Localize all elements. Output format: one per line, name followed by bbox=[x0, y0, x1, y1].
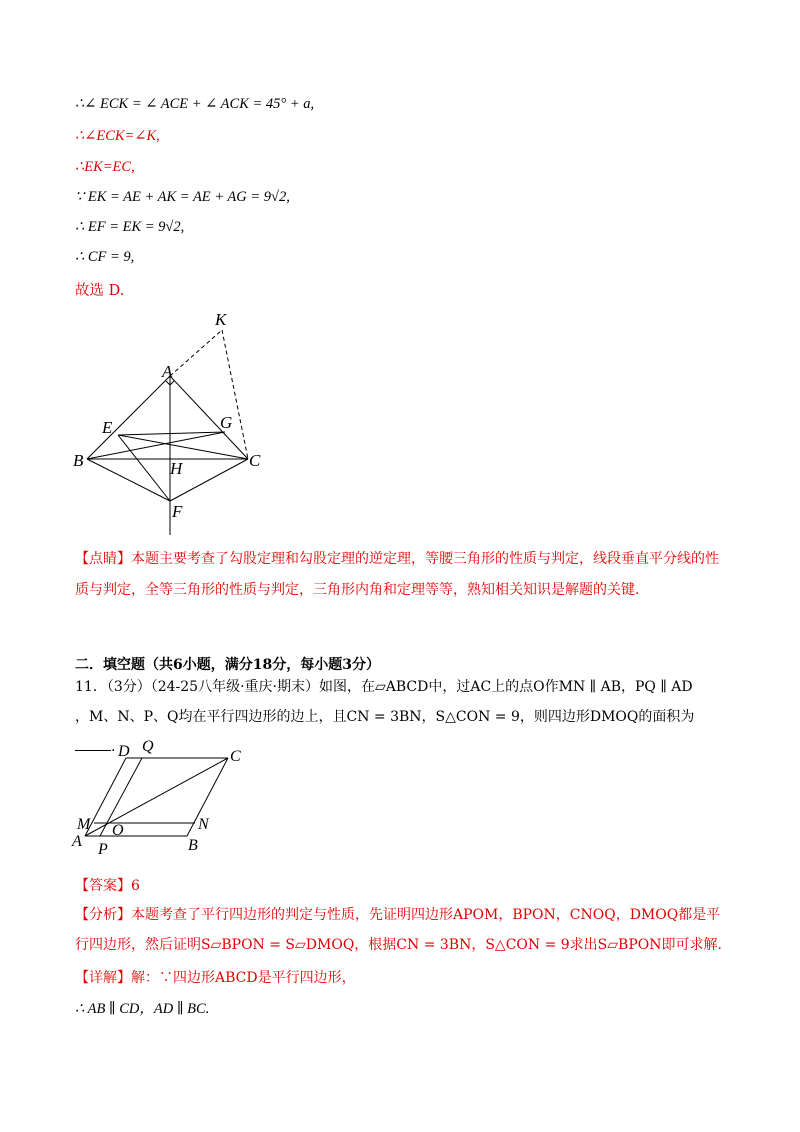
label-H: H bbox=[170, 459, 183, 478]
label-G: G bbox=[220, 413, 233, 432]
proof-line-5: ∴ EF = EK = 9√2, bbox=[75, 219, 185, 235]
label-A2: A bbox=[72, 833, 82, 850]
proof-line-2: ∴∠ECK=∠K, bbox=[75, 128, 160, 144]
label-B2: B bbox=[188, 837, 198, 854]
label-M: M bbox=[77, 816, 91, 833]
proof-line-1: ∴∠ ECK = ∠ ACE + ∠ ACK = 45° + a, bbox=[75, 96, 315, 112]
label-O: O bbox=[112, 822, 124, 839]
label-Q: Q bbox=[142, 738, 154, 755]
label-N: N bbox=[198, 816, 209, 833]
label-B: B bbox=[73, 451, 84, 470]
analysis-paragraph bbox=[75, 900, 725, 960]
section-title: 二．填空题（共6小题，满分18分，每小题3分） bbox=[75, 657, 380, 673]
detail-text: 解：∵四边形ABCD是平行四边形， bbox=[131, 970, 356, 986]
detail-line-2: ∴ AB ∥ CD，AD ∥ BC. bbox=[75, 1001, 210, 1017]
label-D: D bbox=[118, 743, 130, 760]
geometry-figure-1 bbox=[70, 305, 280, 540]
label-E: E bbox=[102, 418, 113, 437]
analysis-text: 本题考查了平行四边形的判定与性质，先证明四边形APOM，BPON，CNOQ，DMOQ都是平行四边形，然后证明S▱BPON = S▱DMOQ，根据CN = 3BN，S△CON = 9求出S▱BPON即可求解. bbox=[75, 907, 722, 953]
proof-conclusion: 故选 D. bbox=[75, 283, 125, 299]
proof-line-3: ∴EK=EC, bbox=[75, 159, 135, 175]
label-C2: C bbox=[230, 748, 241, 765]
question-line-1: 11．（3分）（24-25八年级·重庆·期末）如图，在▱ABCD中，过AC上的点O作MN ∥ AB，PQ ∥ AD bbox=[75, 679, 693, 695]
label-K: K bbox=[215, 310, 227, 329]
comment-text: 本题主要考查了勾股定理和勾股定理的逆定理，等腰三角形的性质与判定，线段垂直平分线的性质与判定，全等三角形的性质与判定，三角形内角和定理等等，熟知相关知识是解题的关键. bbox=[75, 551, 719, 598]
question-line-2-end: . bbox=[111, 739, 116, 755]
geometry-figure-2 bbox=[70, 738, 255, 858]
label-P: P bbox=[98, 841, 108, 858]
label-C: C bbox=[249, 451, 261, 470]
comment-tag: 【点睛】 bbox=[75, 551, 131, 567]
answer-line bbox=[75, 875, 140, 895]
proof-line-4: ∵ EK = AE + AK = AE + AG = 9√2, bbox=[75, 189, 290, 205]
answer-tag: 【答案】 bbox=[75, 878, 131, 894]
question-line-2-text: ，M、N、P、Q均在平行四边形的边上，且CN = 3BN，S△CON = 9，则四边形DMOQ的面积为 bbox=[75, 709, 695, 725]
answer-value: 6 bbox=[131, 878, 140, 894]
detail-tag: 【详解】 bbox=[75, 970, 131, 986]
comment-paragraph bbox=[75, 544, 725, 606]
analysis-tag: 【分析】 bbox=[75, 907, 131, 923]
label-F: F bbox=[172, 502, 183, 521]
proof-line-6: ∴ CF = 9, bbox=[75, 249, 135, 265]
detail-line-1 bbox=[75, 967, 356, 987]
label-A: A bbox=[162, 362, 173, 381]
